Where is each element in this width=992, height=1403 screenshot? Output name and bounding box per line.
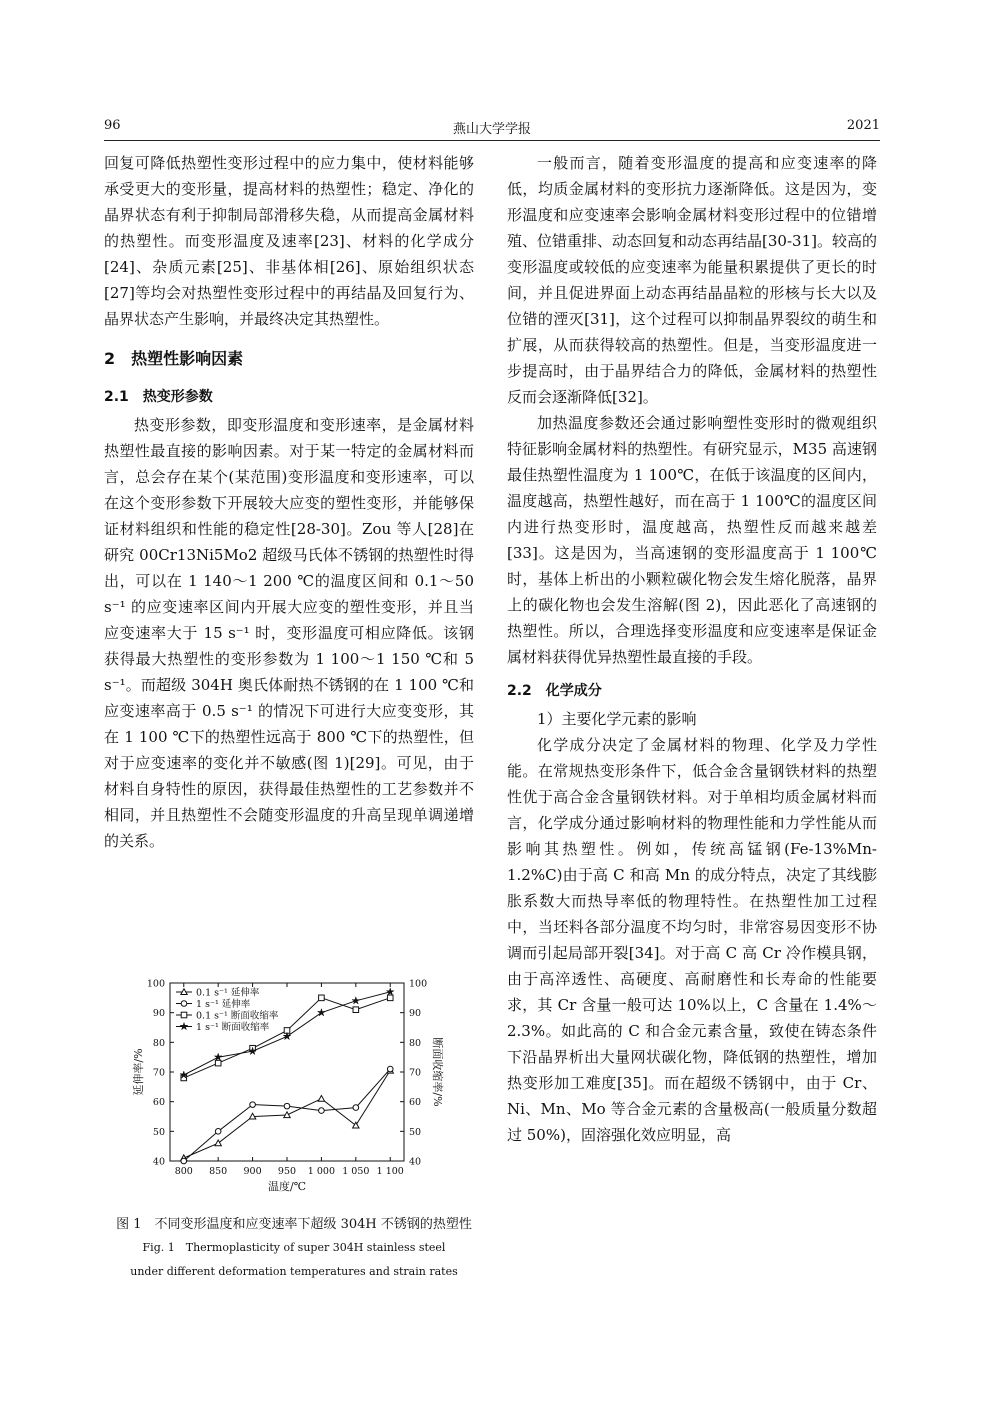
data-point-series-2 — [215, 1129, 221, 1135]
x-tick-label: 1 050 — [342, 1166, 370, 1177]
x-tick-label: 900 — [243, 1166, 262, 1177]
y-tick-label-right: 100 — [409, 978, 428, 990]
x-tick-label: 950 — [277, 1166, 297, 1177]
y-tick-label-right: 70 — [409, 1067, 422, 1079]
legend-marker-2 — [181, 1001, 187, 1007]
x-tick-label: 850 — [209, 1166, 228, 1177]
y-tick-label-left: 70 — [152, 1067, 165, 1079]
y-tick-label-right: 50 — [409, 1126, 422, 1138]
subsection-heading: 2.1 热变形参数 — [104, 389, 213, 405]
figure-1 — [104, 975, 484, 1284]
year: 2021 — [846, 118, 880, 133]
y-tick-label-right: 90 — [409, 1008, 422, 1020]
x-axis-label: 温度/℃ — [267, 1180, 307, 1193]
data-point-series-4 — [386, 988, 394, 995]
legend-label-4: 1 s⁻¹ 断面收缩率 — [196, 1022, 270, 1033]
y-tick-label-left: 60 — [152, 1097, 165, 1109]
data-point-series-2 — [353, 1105, 359, 1111]
legend-label-1: 0.1 s⁻¹ 延伸率 — [196, 987, 260, 999]
legend-marker-3 — [181, 1012, 187, 1018]
chart — [104, 975, 484, 1205]
legend-label-2: 1 s⁻¹ 延伸率 — [196, 999, 251, 1010]
page-header — [104, 118, 880, 140]
paragraph: 一般而言，随着变形温度的提高和应变速率的降低，均质金属材料的变形抗力逐渐降低。这是因为，变形温度和应变速率会影响金属材料变形过程中的位错增殖、位错重排、动态回复和动态再结晶[30-31]。较高的变形温度或较低的应变速率为能量积累提供了更长的时间，并且促进界面上动态再结晶晶粒的形核与长大以及位错的湮灭[31]，这个过程可以抑制晶界裂纹的萌生和扩展，从而获得较高的热塑性。但是，当变形温度进一步提高时，由于晶界结合力的降低，金属材料的热塑性反而会逐渐降低[32]。 — [507, 154, 877, 406]
data-point-series-2 — [319, 1108, 325, 1114]
figure-caption-en-1: Fig. 1 Thermoplasticity of super 304H stainless steel — [142, 1241, 446, 1254]
figure-caption-cn: 图 1 不同变形温度和应变速率下超级 304H 不锈钢的热塑性 — [116, 1217, 472, 1232]
paragraph: 化学成分决定了金属材料的物理、化学及力学性能。在常规热变形条件下，低合金含量钢铁材料的热塑性优于高合金含量钢铁材料。对于单相均质金属材料而言，化学成分通过影响材料的物理性能和力学性能从而影响其热塑性。例如，传统高锰钢(Fe-13%Mn-1.2%C)由于高 C 和高 Mn 的成分特点，决定了其线膨胀系数大而热导率低的物理特性。在热塑性加工过程中，当坯料各部分温度不均匀时，非常容易因变形不协调而引起局部开裂[34]。对于高 C 高 Cr 冷作模具钢，由于高淬透性、高硬度、高耐磨性和长寿命的性能要求，其 Cr 含量一般可达 10%以上，C 含量在 1.4%～2.3%。如此高的 C 和合金元素含量，致使在铸态条件下沿晶界析出大量网状碳化物，降低钢的热塑性，增加热变形加工难度[35]。而在超级不锈钢中，由于 Cr、Ni、Mn、Mo 等合金元素的含量极高(一般质量分数超过 50%)，固溶强化效应明显，高 — [507, 736, 877, 1144]
data-point-series-3 — [353, 1007, 359, 1013]
list-item: 1）主要化学元素的影响 — [537, 710, 697, 728]
data-point-series-1 — [318, 1096, 324, 1102]
data-point-series-3 — [387, 995, 393, 1001]
y-tick-label-left: 100 — [146, 978, 165, 990]
paragraph: 回复可降低热塑性变形过程中的应力集中，使材料能够承受更大的变形量，提高材料的热塑性；稳定、净化的晶界状态有利于抑制局部滑移失稳，从而提高金属材料的热塑性。而变形温度及速率[23]、材料的化学成分[24]、杂质元素[25]、非基体相[26]、原始组织状态[27]等均会对热塑性变形过程中的再结晶及回复行为、晶界状态产生影响，并最终决定其热塑性。 — [104, 154, 474, 328]
data-point-series-2 — [387, 1066, 393, 1072]
y-tick-label-right: 40 — [409, 1156, 422, 1168]
page-number: 96 — [104, 118, 121, 133]
y-axis-label-left: 延伸率/% — [132, 1048, 145, 1096]
legend-label-3: 0.1 s⁻¹ 断面收缩率 — [196, 1010, 279, 1022]
y-tick-label-right: 60 — [409, 1097, 422, 1109]
data-point-series-4 — [352, 997, 360, 1004]
y-tick-label-left: 80 — [152, 1037, 165, 1049]
header-rule — [104, 140, 880, 141]
data-point-series-2 — [181, 1158, 187, 1164]
x-tick-label: 1 000 — [307, 1166, 336, 1177]
data-point-series-3 — [319, 995, 325, 1001]
y-axis-label-right: 断面收缩率/% — [431, 1037, 444, 1107]
data-point-series-2 — [284, 1103, 290, 1109]
x-tick-label: 800 — [174, 1166, 193, 1177]
y-tick-label-left: 50 — [152, 1126, 165, 1138]
journal-title: 燕山大学学报 — [452, 122, 531, 137]
legend-marker-4 — [180, 1023, 188, 1030]
figure-caption-en-2: under different deformation temperatures and strain rates — [130, 1265, 458, 1278]
left-column — [104, 150, 474, 854]
right-column — [507, 150, 877, 1148]
subsection-heading: 2.2 化学成分 — [507, 683, 602, 699]
paragraph: 热变形参数，即变形温度和变形速率，是金属材料热塑性最直接的影响因素。对于某一特定的金属材料而言，总会存在某个(某范围)变形温度和变形速率，可以在这个变形参数下开展较大应变的塑性变形，并能够保证材料组织和性能的稳定性[28-30]。Zou 等人[28]在研究 00Cr13Ni5Mo2 超级马氏体不锈钢的热塑性时得出，可以在 1 140～1 200 ℃的温度区间和 0.1～50 s⁻¹ 的应变速率区间内开展大应变的塑性变形，并且当应变速率大于 15 s⁻¹ 时，变形温度可相应降低。该钢获得最大热塑性的变形参数为 1 100～1 150 ℃和 5 s⁻¹。而超级 304H 奥氏体耐热不锈钢的在 1 100 ℃和应变速率高于 0.5 s⁻¹ 的情况下可进行大应变变形，其在 1 100 ℃下的热塑性远高于 800 ℃下的热塑性，但对于应变速率的变化并不敏感(图 1)[29]。可见，由于材料自身特性的原因，获得最佳热塑性的工艺参数并不相同，并且热塑性不会随变形温度的升高呈现单调递增的关系。 — [104, 416, 474, 850]
x-tick-label: 1 100 — [376, 1166, 404, 1177]
data-point-series-2 — [250, 1102, 256, 1108]
section-heading: 2 热塑性影响因素 — [104, 349, 244, 368]
y-tick-label-left: 90 — [152, 1008, 165, 1020]
y-tick-label-left: 40 — [152, 1156, 165, 1168]
data-point-series-3 — [215, 1060, 221, 1066]
paragraph: 加热温度参数还会通过影响塑性变形时的微观组织特征影响金属材料的热塑性。有研究显示，M35 高速钢最佳热塑性温度为 1 100℃，在低于该温度的区间内，温度越高，热塑性越好，而在高于 1 100℃的温度区间内进行热变形时，温度越高，热塑性反而越来越差[33]。这是因为，当高速钢的变形温度高于 1 100℃时，基体上析出的小颗粒碳化物会发生熔化脱落，晶界上的碳化物也会发生溶解(图 2)，因此恶化了高速钢的热塑性。所以，合理选择变形温度和应变速率是保证金属材料获得优异热塑性最直接的手段。 — [507, 414, 877, 666]
data-point-series-4 — [214, 1053, 222, 1060]
y-tick-label-right: 80 — [409, 1037, 422, 1049]
